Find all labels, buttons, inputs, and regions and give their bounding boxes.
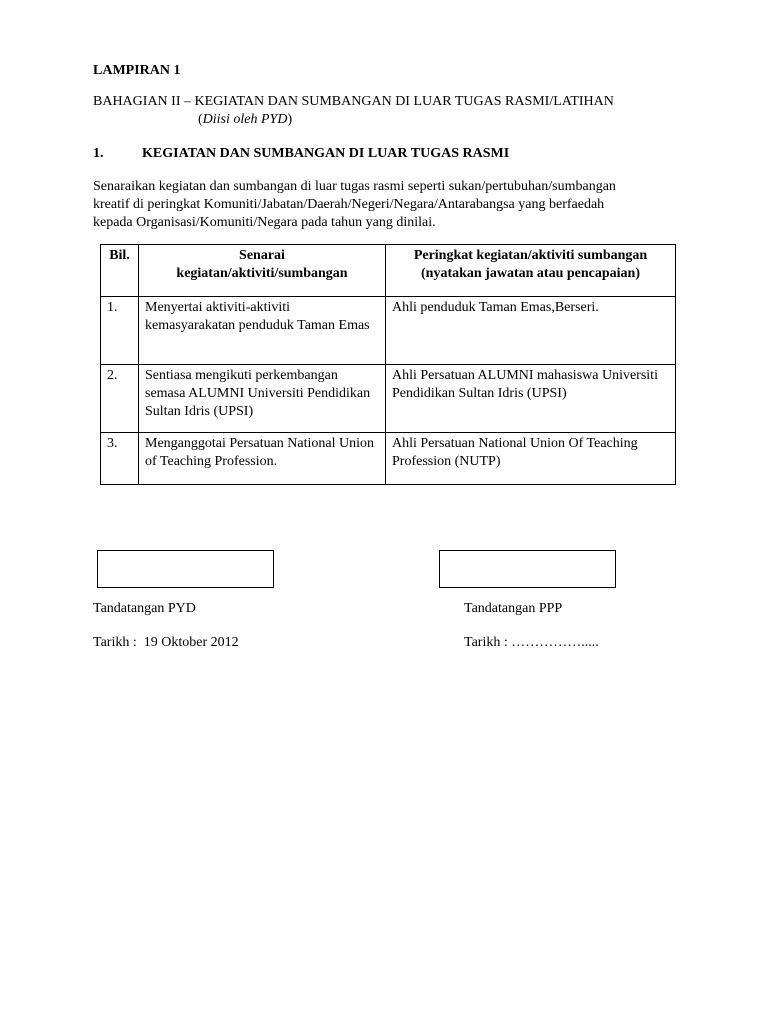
part-title: BAHAGIAN II – KEGIATAN DAN SUMBANGAN DI LUAR TUGAS RASMI/LATIHAN [93,94,614,109]
ppp-signature-box[interactable] [439,550,616,588]
activities-table [100,244,676,485]
header-bil: Bil. [101,245,139,297]
header-peringkat-line2: (nyatakan jawatan atau pencapaian) [421,266,640,281]
instructions-line: kepada Organisasi/Komuniti/Negara pada tahun yang dinilai. [93,215,436,230]
filled-by-open: ( [198,112,203,127]
table-header-row [101,245,676,297]
header-peringkat [386,245,676,297]
header-peringkat-line1: Peringkat kegiatan/aktiviti sumbangan [413,248,648,263]
instructions-paragraph [93,178,693,232]
table-row [101,297,676,365]
section-title: KEGIATAN DAN SUMBANGAN DI LUAR TUGAS RASMI [142,146,510,161]
header-senarai [139,245,386,297]
row-senarai: Menyertai aktiviti-aktiviti kemasyarakatan penduduk Taman Emas [139,297,386,365]
row-senarai: Menganggotai Persatuan National Union of Teaching Profession. [139,433,386,485]
row-peringkat: Ahli Persatuan ALUMNI mahasiswa Universiti Pendidikan Sultan Idris (UPSI) [386,365,676,433]
table-row [101,365,676,433]
filled-by-close: ) [287,112,293,127]
table-row [101,433,676,485]
row-peringkat: Ahli penduduk Taman Emas,Berseri. [386,297,676,365]
row-peringkat: Ahli Persatuan National Union Of Teaching Profession (NUTP) [386,433,676,485]
row-bil: 2. [101,365,139,433]
ppp-signature-label: Tandatangan PPP [464,601,563,616]
header-senarai-line2: kegiatan/aktiviti/sumbangan [176,266,348,281]
pyd-signature-label: Tandatangan PYD [93,601,196,616]
pyd-date: Tarikh : 19 Oktober 2012 [93,635,239,650]
instructions-line: kreatif di peringkat Komuniti/Jabatan/Daerah/Negeri/Negara/Antarabangsa yang berfaedah [93,197,605,212]
filled-by-text: Diisi oleh PYD [202,112,288,127]
row-senarai: Sentiasa mengikuti perkembangan semasa ALUMNI Universiti Pendidikan Sultan Idris (UPSI) [139,365,386,433]
ppp-date: Tarikh : ……………..... [464,635,599,650]
appendix-label: LAMPIRAN 1 [93,63,181,78]
section-number: 1. [93,146,104,161]
row-bil: 3. [101,433,139,485]
pyd-signature-box[interactable] [97,550,274,588]
row-bil: 1. [101,297,139,365]
header-senarai-line1: Senarai [239,248,285,263]
instructions-line: Senaraikan kegiatan dan sumbangan di luar tugas rasmi seperti sukan/pertubuhan/sumbangan [93,179,616,194]
filled-by-note [198,111,292,129]
